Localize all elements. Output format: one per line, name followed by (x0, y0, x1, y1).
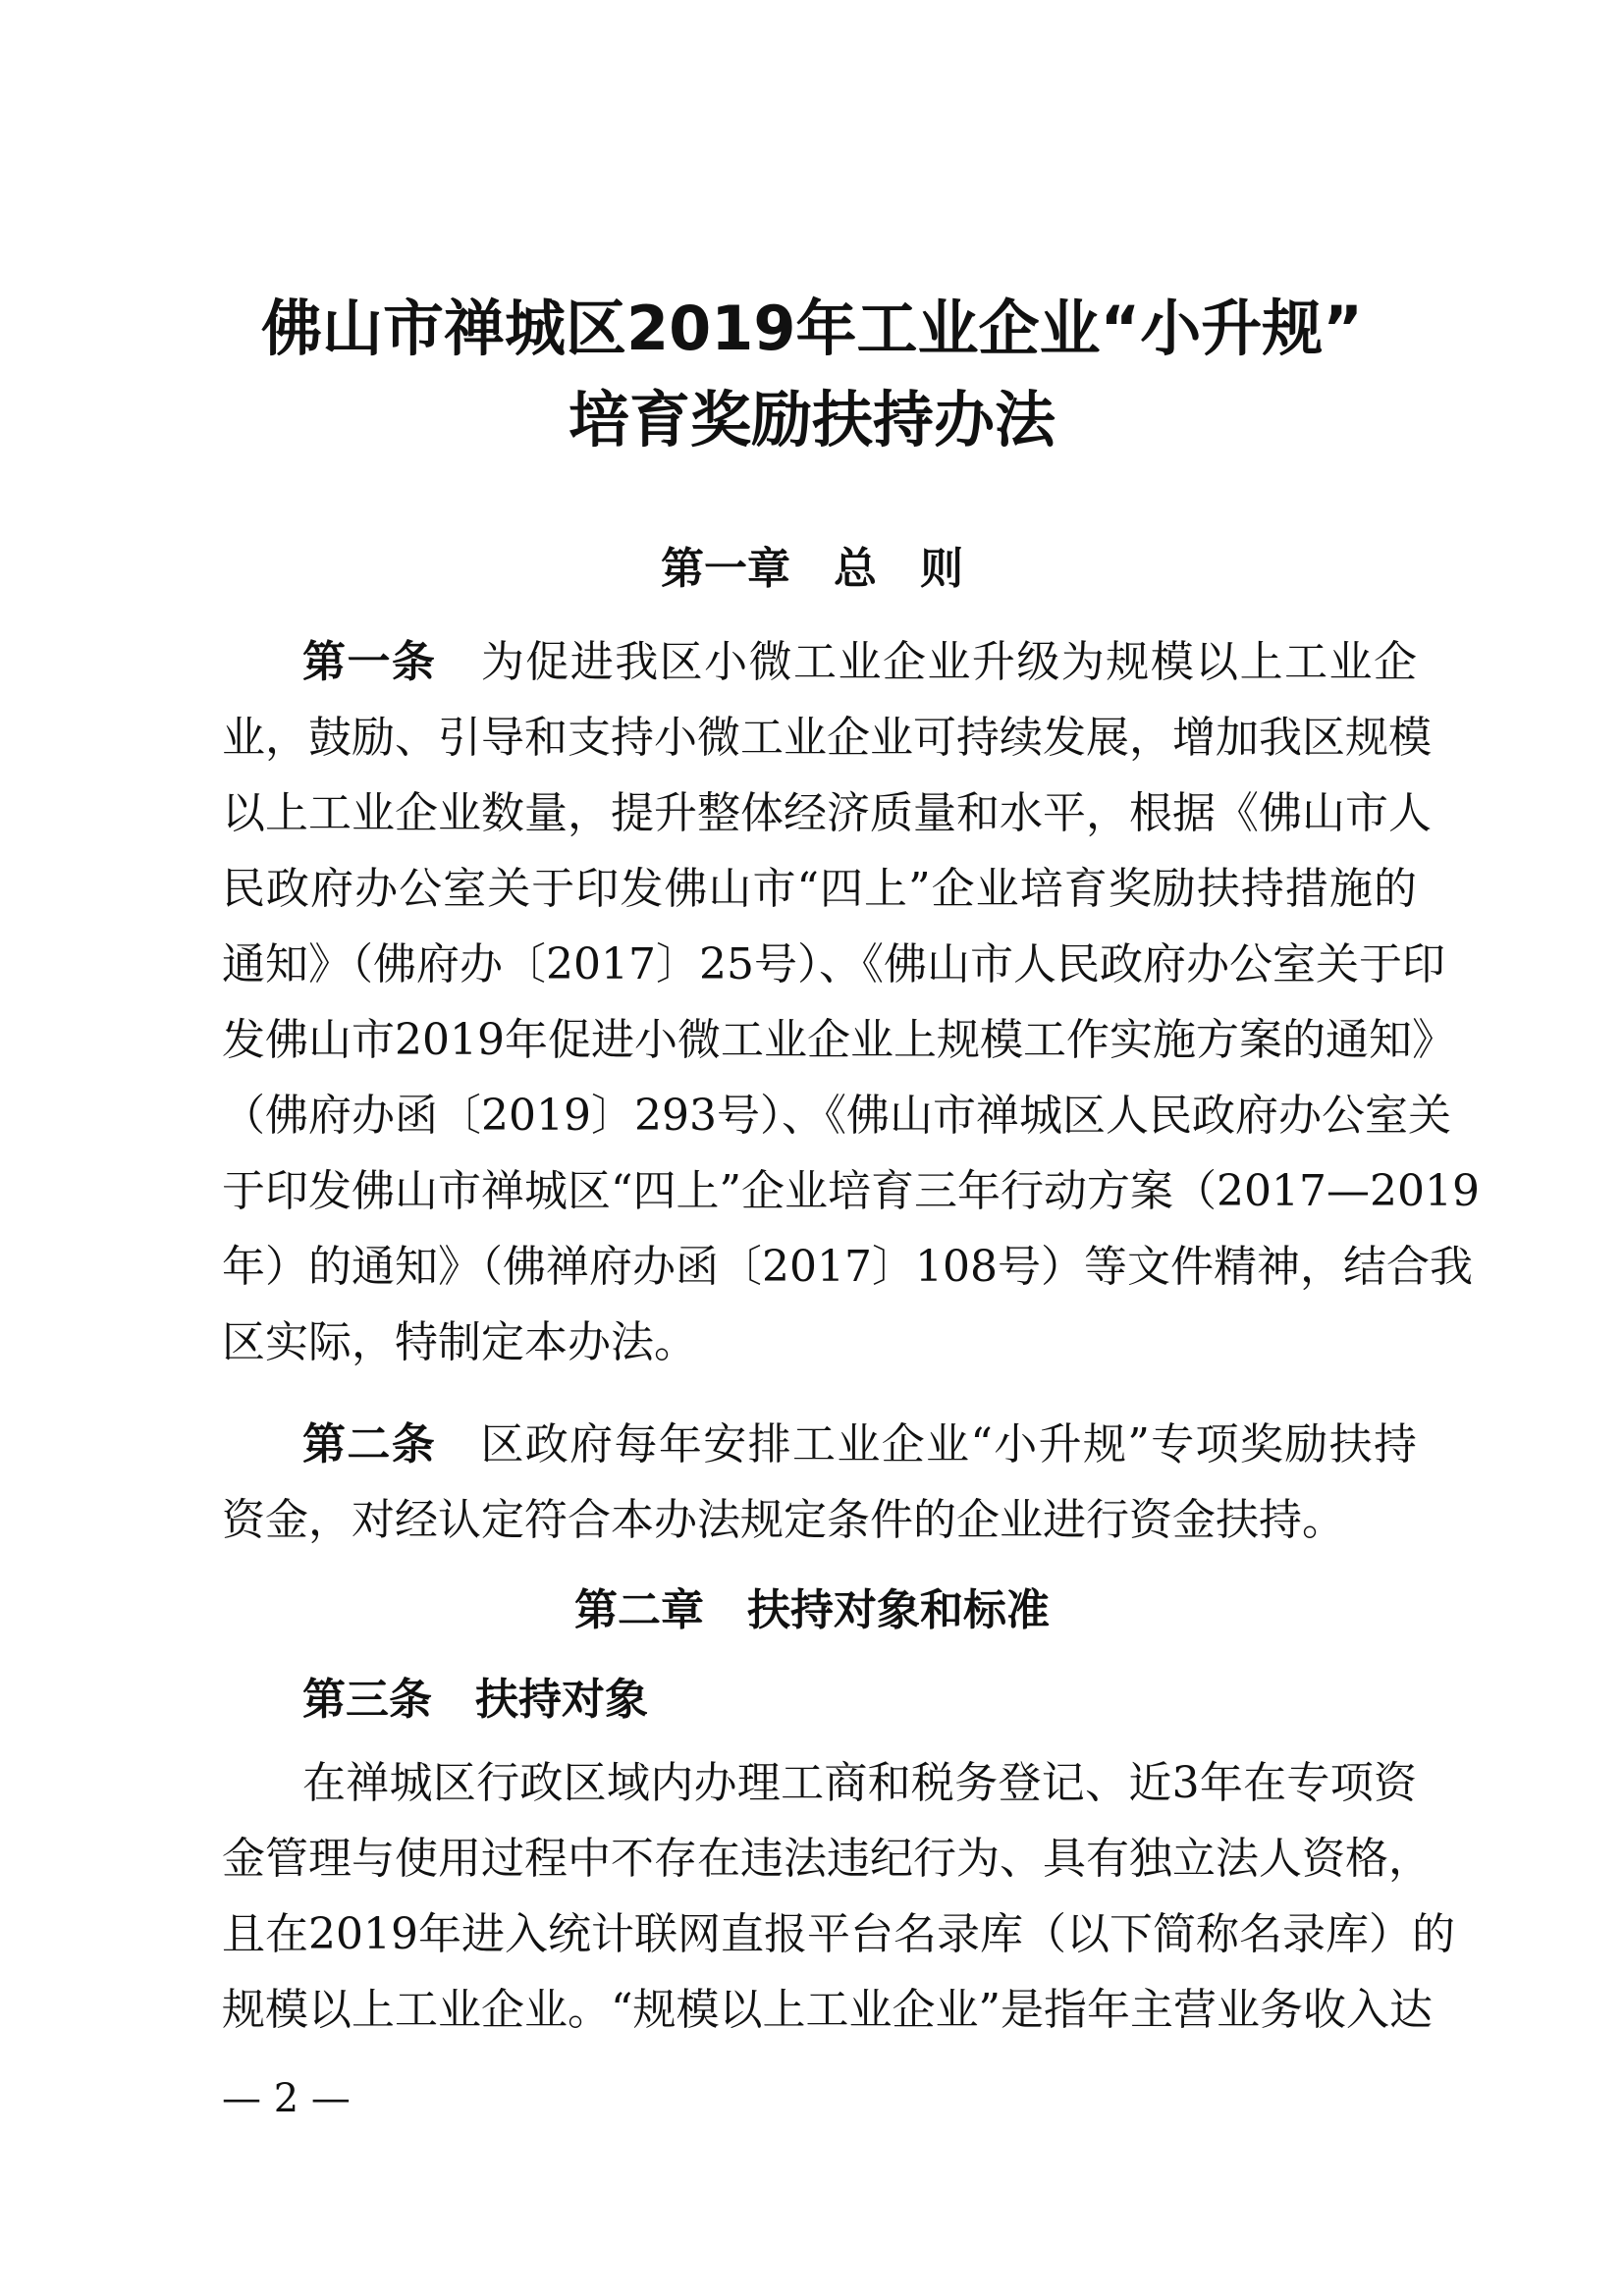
article2-line: 资金，对经认定符合本办法规定条件的企业进行资金扶持。 (222, 1495, 1345, 1545)
article1-line: 民政府办公室关于印发佛山市“四上”企业培育奖励扶持措施的 (222, 864, 1417, 914)
article1-line: 区实际，特制定本办法。 (222, 1317, 697, 1367)
article2-text: 区政府每年安排工业企业“小升规”专项奖励扶持 (479, 1419, 1418, 1469)
document-title-line2: 培育奖励扶持办法 (568, 384, 1056, 455)
article3-line: 金管理与使用过程中不存在违法违纪行为、具有独立法人资格， (222, 1834, 1432, 1884)
chapter-heading-1: 第一章 总 则 (661, 544, 963, 594)
article3-line: 在禅城区行政区域内办理工商和税务登记、近3年在专项资 (302, 1758, 1417, 1808)
article1-line (302, 628, 1417, 697)
article1-line: 年）的通知》（佛禅府办函〔2017〕108号）等文件精神，结合我 (222, 1242, 1473, 1292)
article3-heading-line (302, 1666, 1417, 1735)
article3-line: 规模以上工业企业。“规模以上工业企业”是指年主营业务收入达 (222, 1985, 1433, 2035)
article1-text: 为促进我区小微工业企业升级为规模以上工业企 (479, 637, 1417, 687)
chapter-heading-2: 第二章 扶持对象和标准 (574, 1585, 1050, 1635)
document-title-line1: 佛山市禅城区2019年工业企业“小升规” (260, 293, 1364, 364)
article3-line: 且在2019年进入统计联网直报平台名录库（以下简称名录库）的 (222, 1909, 1455, 1959)
article1-line: 通知》（佛府办〔2017〕25号）、《佛山市人民政府办公室关于印 (222, 939, 1445, 989)
article1-line: 业，鼓励、引导和支持小微工业企业可持续发展，增加我区规模 (222, 713, 1432, 763)
article2-line (302, 1411, 1417, 1479)
article1-line: （佛府办函〔2019〕293号）、《佛山市禅城区人民政府办公室关 (222, 1091, 1451, 1141)
page-number: — 2 — (222, 2076, 351, 2121)
article1-line: 以上工业企业数量，提升整体经济质量和水平，根据《佛山市人 (222, 788, 1432, 838)
article1-label: 第一条 (302, 637, 437, 687)
article2-label: 第二条 (302, 1419, 437, 1469)
article3-label: 第三条 (302, 1675, 432, 1725)
article3-heading: 扶持对象 (475, 1675, 648, 1725)
article1-line: 发佛山市2019年促进小微工业企业上规模工作实施方案的通知》 (222, 1015, 1455, 1065)
article1-line: 于印发佛山市禅城区“四上”企业培育三年行动方案（2017—2019 (222, 1166, 1480, 1216)
